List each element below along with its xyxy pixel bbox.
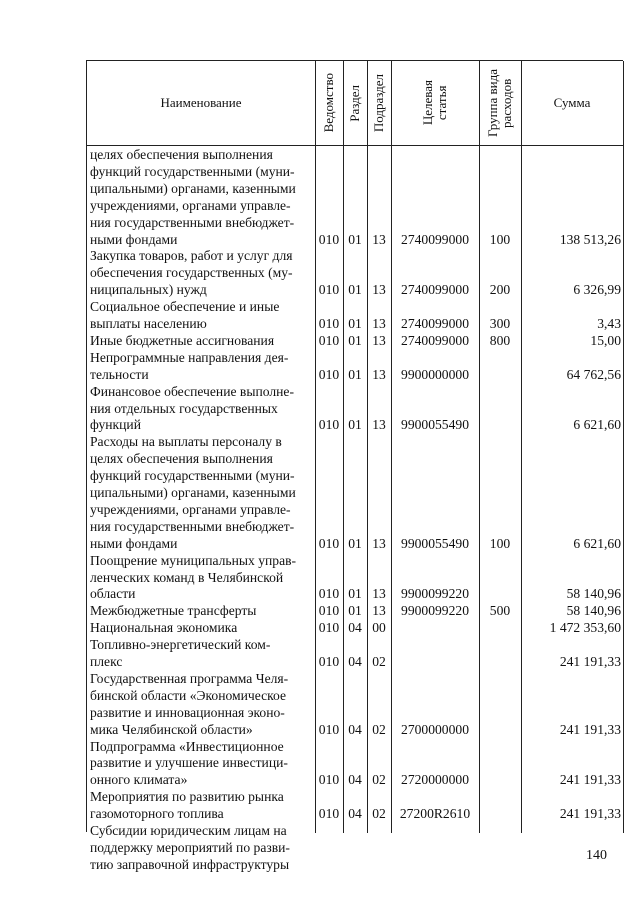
cell-razdel: 01: [348, 316, 362, 331]
cell-razdel: 01: [348, 366, 362, 382]
header-name: [87, 61, 315, 145]
cell-gruppa: 100: [489, 231, 511, 247]
cell-gruppa: [479, 772, 521, 789]
cell-summa: 241 191,33: [559, 721, 621, 737]
cell-razdel: 01: [348, 282, 362, 298]
row-name: [90, 603, 309, 620]
row-name-line: Топливно-энергетический ком-: [90, 637, 271, 653]
header-name-label: Наименование: [160, 95, 242, 110]
row-name: [90, 553, 309, 604]
cell-summa: 15,00: [590, 332, 621, 348]
cell-podrazdel: 13: [372, 586, 386, 602]
cell-vedomstvo: 010: [318, 586, 340, 602]
row-name: [90, 333, 309, 350]
cell-gruppa: [479, 857, 521, 874]
cell-vedomstvo: 010: [318, 654, 340, 669]
cell-celevaya: 2740099000: [401, 332, 469, 348]
table-row: [87, 147, 624, 248]
table-row: [87, 434, 624, 552]
row-name: [90, 248, 309, 299]
row-name-line: тию заправочной инфраструктуры: [90, 856, 290, 872]
cell-vedomstvo: 010: [318, 282, 340, 298]
cell-gruppa: [479, 620, 521, 637]
row-name: [90, 434, 309, 552]
cell-summa: 241 191,33: [559, 806, 621, 822]
cell-vedomstvo: 010: [318, 316, 340, 331]
row-name-line: ленческих команд в Челябинской: [90, 569, 284, 585]
cell-summa: 64 762,56: [566, 366, 621, 382]
cell-vedomstvo: 010: [318, 535, 340, 551]
cell-vedomstvo: 010: [318, 806, 340, 822]
header-celevaya-label: [421, 80, 449, 125]
row-name-line: Мероприятия по развитию рынка: [90, 789, 284, 805]
cell-razdel: 01: [348, 417, 362, 433]
row-name-line: функций государственными (муни-: [90, 468, 295, 484]
cell-razdel: 01: [348, 603, 362, 619]
header-gruppa-label: [486, 69, 514, 137]
row-name: [90, 637, 309, 671]
header-celevaya: [391, 61, 479, 145]
cell-gruppa: [479, 417, 521, 434]
cell-podrazdel: 13: [372, 332, 386, 348]
cell-razdel: 04: [348, 772, 362, 788]
header-summa-label: Сумма: [553, 95, 591, 110]
cell-razdel: 01: [348, 535, 362, 551]
cell-celevaya: 2720000000: [401, 772, 469, 788]
cell-celevaya: 2740099000: [401, 231, 469, 247]
row-name-line: области: [90, 586, 136, 602]
cell-vedomstvo: 010: [318, 332, 340, 348]
row-name: [90, 147, 309, 248]
row-name-line: Национальная экономика: [90, 620, 238, 636]
table-row: [87, 671, 624, 739]
cell-razdel: 01: [348, 332, 362, 348]
cell-podrazdel: 13: [372, 535, 386, 551]
cell-gruppa: [479, 367, 521, 384]
cell-podrazdel: 13: [372, 417, 386, 433]
cell-vedomstvo: 010: [318, 417, 340, 433]
cell-vedomstvo: 010: [318, 231, 340, 247]
cell-podrazdel: 13: [372, 231, 386, 247]
cell-celevaya: 2740099000: [401, 316, 469, 331]
cell-summa: 3,43: [597, 316, 621, 331]
row-name-line: бинской области «Экономическое: [90, 687, 287, 703]
cell-podrazdel: 13: [372, 282, 386, 298]
cell-celevaya: 2740099000: [401, 282, 469, 298]
row-name-line: учреждениями, органами управле-: [90, 197, 291, 213]
row-name: [90, 823, 309, 874]
row-name-line: плекс: [90, 654, 123, 669]
row-name-line: онного климата»: [90, 772, 188, 788]
row-name-line: поддержку мероприятий по разви-: [90, 839, 290, 855]
header-summa: [521, 61, 623, 145]
cell-vedomstvo: 010: [318, 603, 340, 619]
table-row: [87, 384, 624, 435]
cell-gruppa: 300: [489, 316, 511, 331]
row-name-line: Подпрограмма «Инвестиционное: [90, 738, 284, 754]
cell-celevaya: 27200R2610: [399, 806, 471, 822]
cell-vedomstvo: 010: [318, 772, 340, 788]
row-name-line: Социальное обеспечение и иные: [90, 299, 280, 315]
cell-podrazdel: 02: [372, 654, 386, 669]
header-vedomstvo-label: Ведомство: [321, 73, 336, 133]
cell-summa: 138 513,26: [559, 231, 621, 247]
table-row: [87, 739, 624, 790]
cell-celevaya: 9900000000: [401, 366, 469, 382]
cell-summa: 1 472 353,60: [549, 620, 621, 636]
cell-gruppa: 100: [489, 535, 511, 551]
header-celevaya-line: статья: [434, 85, 449, 121]
cell-vedomstvo: [315, 857, 343, 874]
cell-razdel: [343, 857, 367, 874]
cell-razdel: 04: [348, 806, 362, 822]
cell-celevaya: 9900099220: [401, 586, 469, 602]
row-name-line: ными фондами: [90, 231, 178, 247]
cell-gruppa: 500: [489, 603, 511, 619]
row-name: [90, 350, 309, 384]
row-name-line: Расходы на выплаты персоналу в: [90, 434, 282, 450]
cell-celevaya: 9900055490: [401, 417, 469, 433]
row-name-line: ными фондами: [90, 535, 178, 551]
header-razdel: [343, 61, 367, 145]
cell-summa: 6 621,60: [573, 417, 621, 433]
header-gruppa: [479, 61, 521, 145]
page-number: 140: [586, 848, 607, 863]
row-name-line: Финансовое обеспечение выполне-: [90, 383, 294, 399]
row-name-line: ципальными) органами, казенными: [90, 180, 296, 196]
cell-vedomstvo: 010: [318, 366, 340, 382]
cell-razdel: 04: [348, 654, 362, 669]
cell-celevaya: [391, 857, 479, 874]
table-row: [87, 603, 624, 620]
row-name-line: ния отдельных государственных: [90, 400, 278, 416]
cell-summa: 58 140,96: [566, 603, 621, 619]
table-row: [87, 333, 624, 350]
row-name-line: ниципальных) нужд: [90, 282, 207, 298]
row-name: [90, 671, 309, 739]
cell-summa: 6 621,60: [573, 535, 621, 551]
row-name: [90, 384, 309, 435]
cell-podrazdel: 02: [372, 772, 386, 788]
row-name-line: учреждениями, органами управле-: [90, 501, 291, 517]
row-name-line: функций государственными (муни-: [90, 163, 295, 179]
cell-gruppa: [479, 586, 521, 603]
cell-razdel: 04: [348, 721, 362, 737]
row-name-line: развитие и инновационная эконо-: [90, 704, 285, 720]
cell-podrazdel: 13: [372, 603, 386, 619]
row-name-line: Иные бюджетные ассигнования: [90, 332, 275, 348]
cell-vedomstvo: 010: [318, 620, 340, 636]
cell-summa: 241 191,33: [559, 772, 621, 788]
row-name-line: Субсидии юридическим лицам на: [90, 823, 287, 838]
row-name-line: Непрограммные направления дея-: [90, 349, 289, 365]
row-name-line: газомоторного топлива: [90, 806, 224, 822]
row-name-line: функций: [90, 417, 141, 433]
row-name: [90, 739, 309, 790]
cell-celevaya: [391, 620, 479, 637]
cell-podrazdel: 00: [372, 620, 386, 636]
header-gruppa-line: Группа вида: [485, 69, 500, 137]
cell-gruppa: [479, 806, 521, 823]
cell-summa: 241 191,33: [559, 654, 621, 669]
budget-table: [86, 60, 623, 872]
cell-celevaya: 9900099220: [401, 603, 469, 619]
cell-gruppa: 200: [489, 282, 511, 298]
table-row: [87, 299, 624, 333]
cell-summa: 58 140,96: [566, 586, 621, 602]
cell-podrazdel: 13: [372, 316, 386, 331]
row-name-line: ния государственными внебюджет-: [90, 518, 295, 534]
row-name: [90, 299, 309, 333]
cell-podrazdel: 13: [372, 366, 386, 382]
row-name-line: целях обеспечения выполнения: [90, 451, 273, 467]
header-gruppa-line: расходов: [499, 78, 514, 128]
table-row: [87, 637, 624, 671]
header-divider: [87, 145, 624, 146]
cell-podrazdel: [367, 857, 391, 874]
row-name-line: тельности: [90, 366, 149, 382]
row-name-line: развитие и улучшение инвестици-: [90, 755, 288, 771]
table-row: [87, 350, 624, 384]
cell-summa: 6 326,99: [573, 282, 621, 298]
header-vedomstvo: [315, 61, 343, 145]
row-name-line: ципальными) органами, казенными: [90, 485, 296, 501]
cell-vedomstvo: 010: [318, 721, 340, 737]
row-name-line: Государственная программа Челя-: [90, 670, 289, 686]
cell-gruppa: [479, 722, 521, 739]
header-razdel-label: Раздел: [347, 84, 362, 122]
row-name-line: целях обеспечения выполнения: [90, 147, 273, 162]
cell-podrazdel: 02: [372, 721, 386, 737]
header-podrazdel-label: Подраздел: [371, 73, 386, 133]
table-row: [87, 553, 624, 604]
row-name-line: Поощрение муниципальных управ-: [90, 552, 297, 568]
row-name-line: ния государственными внебюджет-: [90, 214, 295, 230]
table-row: [87, 789, 624, 823]
cell-razdel: 01: [348, 231, 362, 247]
header-celevaya-line: Целевая: [420, 80, 435, 126]
table-row: [87, 620, 624, 637]
row-name: [90, 789, 309, 823]
cell-gruppa: 800: [489, 332, 511, 348]
cell-celevaya: 2700000000: [401, 721, 469, 737]
row-name-line: выплаты населению: [90, 316, 207, 331]
cell-celevaya: 9900055490: [401, 535, 469, 551]
table-row: [87, 823, 624, 874]
cell-razdel: 04: [348, 620, 362, 636]
row-name-line: обеспечения государственных (му-: [90, 265, 293, 281]
cell-gruppa: [479, 654, 521, 671]
cell-celevaya: [391, 654, 479, 671]
table-row: [87, 248, 624, 299]
header-podrazdel: [367, 61, 391, 145]
row-name-line: мика Челябинской области»: [90, 721, 253, 737]
cell-razdel: 01: [348, 586, 362, 602]
row-name: [90, 620, 309, 637]
row-name-line: Закупка товаров, работ и услуг для: [90, 248, 293, 264]
cell-podrazdel: 02: [372, 806, 386, 822]
row-name-line: Межбюджетные трансферты: [90, 603, 257, 619]
